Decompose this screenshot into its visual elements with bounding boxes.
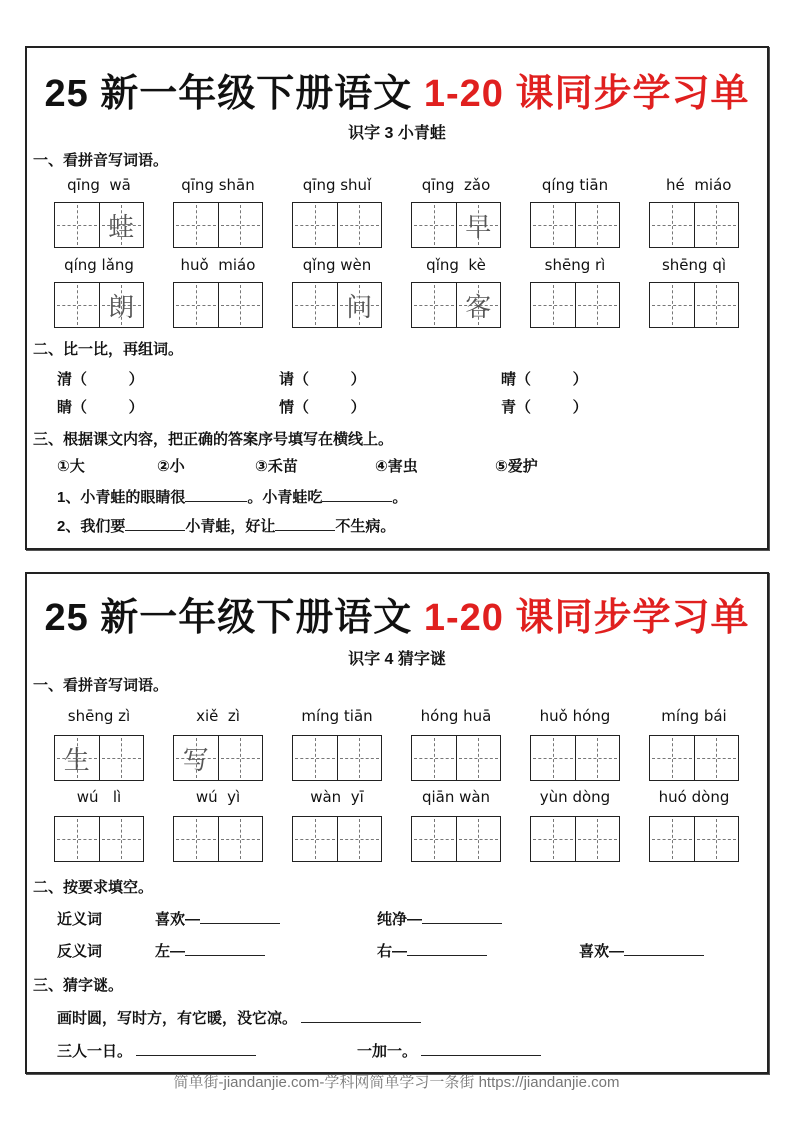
writing-grid[interactable] xyxy=(173,735,263,781)
riddle-1: 画时圆，写时方，有它暖，没它凉。 xyxy=(57,1007,421,1028)
grid-cell[interactable] xyxy=(174,736,218,780)
writing-grid[interactable] xyxy=(54,202,144,248)
pinyin-label: qīng shān xyxy=(181,176,255,194)
footer-watermark: 简单街-jiandanjie.com-学科网简单学习一条街 https://jiandanjie.com xyxy=(173,1074,620,1091)
writing-grid[interactable] xyxy=(530,202,620,248)
pinyin-label: qīng wā xyxy=(67,176,131,194)
grid-cell[interactable] xyxy=(456,736,501,780)
grid-cell[interactable] xyxy=(575,283,620,327)
pinyin-label: qíng lǎng xyxy=(64,256,134,274)
pinyin-label: shēng zì xyxy=(67,707,131,725)
compare-item[interactable]: 情（ ） xyxy=(279,399,366,416)
hint-character: 朗 xyxy=(108,292,135,323)
compare-item[interactable]: 清（ ） xyxy=(57,371,144,388)
grid-cell[interactable] xyxy=(650,736,694,780)
pinyin-label: qīng zǎo xyxy=(421,176,491,194)
pinyin-label: qiān wàn xyxy=(421,788,491,806)
writing-grid[interactable] xyxy=(292,735,382,781)
grid-cell[interactable] xyxy=(531,203,575,247)
answer-blank[interactable] xyxy=(421,1041,541,1056)
writing-grid[interactable] xyxy=(292,282,382,328)
writing-grid[interactable] xyxy=(649,202,739,248)
answer-blank[interactable] xyxy=(200,909,280,924)
pinyin-label: qíng tiān xyxy=(541,176,609,194)
hint-character: 写 xyxy=(182,745,209,776)
section-3-heading: 三、根据课文内容，把正确的答案序号填写在横线上。 xyxy=(33,431,394,448)
section-1-heading: 一、看拼音写词语。 xyxy=(33,677,169,694)
answer-blank[interactable] xyxy=(136,1041,256,1056)
hint-character: 客 xyxy=(465,292,492,323)
answer-blank[interactable] xyxy=(275,516,335,531)
hint-character: 蛙 xyxy=(108,212,135,243)
grid-cell[interactable] xyxy=(531,283,575,327)
compare-item[interactable]: 睛（ ） xyxy=(57,399,144,416)
pinyin-label: wàn yī xyxy=(310,788,364,806)
writing-grid[interactable] xyxy=(54,816,144,862)
grid-cell[interactable] xyxy=(174,817,218,861)
pinyin-label: míng tiān xyxy=(301,707,373,725)
hint-character: 生 xyxy=(63,745,90,776)
section-2-heading: 二、按要求填空。 xyxy=(33,879,154,896)
writing-grid[interactable] xyxy=(649,735,739,781)
synonym-item: 纯净— xyxy=(377,908,502,929)
grid-cell[interactable] xyxy=(337,736,382,780)
grid-cell[interactable] xyxy=(456,203,501,247)
answer-blank[interactable] xyxy=(624,941,704,956)
pinyin-label: xiě zì xyxy=(196,707,240,725)
writing-grid[interactable] xyxy=(530,282,620,328)
grid-cell[interactable] xyxy=(99,817,144,861)
compare-item[interactable]: 请（ ） xyxy=(279,371,366,388)
grid-cell[interactable] xyxy=(456,283,501,327)
compare-item[interactable]: 青（ ） xyxy=(501,399,588,416)
pinyin-label: huó dòng xyxy=(658,788,730,806)
answer-blank[interactable] xyxy=(301,1008,421,1023)
writing-grid[interactable] xyxy=(173,816,263,862)
writing-grid[interactable] xyxy=(411,735,501,781)
writing-grid[interactable] xyxy=(649,816,739,862)
synonym-label: 近义词 xyxy=(57,911,103,928)
grid-cell[interactable] xyxy=(531,817,575,861)
pinyin-label: huǒ hóng xyxy=(539,707,611,725)
writing-grid[interactable] xyxy=(173,282,263,328)
answer-blank[interactable] xyxy=(185,941,265,956)
pinyin-label: qǐng wèn xyxy=(302,256,372,274)
title-main: 25 新一年级下册语文 xyxy=(44,73,424,115)
grid-cell[interactable] xyxy=(293,817,337,861)
grid-cell[interactable] xyxy=(412,203,456,247)
question-2: 2、我们要 小青蛙，好让 不生病。 xyxy=(57,518,396,535)
pinyin-label: qīng shuǐ xyxy=(302,176,372,194)
writing-grid[interactable] xyxy=(411,202,501,248)
antonym-item: 左— xyxy=(155,940,265,961)
antonym-item: 右— xyxy=(377,940,487,961)
writing-grid[interactable] xyxy=(411,816,501,862)
grid-cell[interactable] xyxy=(218,817,263,861)
section-3-heading: 三、猜字谜。 xyxy=(33,977,124,994)
grid-cell[interactable] xyxy=(293,736,337,780)
question-1: 1、小青蛙的眼睛很 。小青蛙吃 。 xyxy=(57,489,408,506)
pinyin-label: wú lì xyxy=(76,788,122,806)
grid-cell[interactable] xyxy=(575,817,620,861)
answer-option: ②小 xyxy=(157,458,185,475)
grid-cell[interactable] xyxy=(218,283,263,327)
grid-cell[interactable] xyxy=(650,817,694,861)
answer-blank[interactable] xyxy=(322,487,392,502)
grid-cell[interactable] xyxy=(293,203,337,247)
pinyin-label: shēng qì xyxy=(661,256,727,274)
lesson-subtitle: 识字 4 猜字谜 xyxy=(348,651,446,668)
grid-cell[interactable] xyxy=(174,203,218,247)
grid-cell[interactable] xyxy=(55,736,99,780)
grid-cell[interactable] xyxy=(456,817,501,861)
pinyin-label: yùn dòng xyxy=(539,788,611,806)
grid-cell[interactable] xyxy=(55,817,99,861)
pinyin-label: qǐng kè xyxy=(426,256,486,274)
pinyin-label: míng bái xyxy=(661,707,727,725)
writing-grid[interactable] xyxy=(530,735,620,781)
grid-cell[interactable] xyxy=(531,736,575,780)
grid-cell[interactable] xyxy=(575,736,620,780)
pinyin-label: huǒ miáo xyxy=(180,256,256,274)
answer-blank[interactable] xyxy=(407,941,487,956)
grid-cell[interactable] xyxy=(99,736,144,780)
grid-cell[interactable] xyxy=(99,283,144,327)
answer-option: ④害虫 xyxy=(375,458,418,475)
pinyin-label: hóng huā xyxy=(420,707,492,725)
answer-option: ①大 xyxy=(57,458,85,475)
grid-cell[interactable] xyxy=(99,203,144,247)
grid-cell[interactable] xyxy=(694,817,739,861)
pinyin-label: wú yì xyxy=(195,788,241,806)
hint-character: 问 xyxy=(346,292,373,323)
grid-cell[interactable] xyxy=(337,283,382,327)
pinyin-label: hé miáo xyxy=(656,176,732,194)
grid-cell[interactable] xyxy=(694,283,739,327)
writing-grid[interactable] xyxy=(411,282,501,328)
grid-cell[interactable] xyxy=(650,283,694,327)
writing-grid[interactable] xyxy=(292,816,382,862)
grid-cell[interactable] xyxy=(55,283,99,327)
worksheet-title xyxy=(27,62,767,117)
grid-cell[interactable] xyxy=(337,203,382,247)
answer-blank[interactable] xyxy=(125,516,185,531)
grid-cell[interactable] xyxy=(337,817,382,861)
title-highlight: 1-20 课同步学习单 xyxy=(423,597,750,639)
grid-cell[interactable] xyxy=(575,203,620,247)
title-highlight: 1-20 课同步学习单 xyxy=(423,73,750,115)
grid-cell[interactable] xyxy=(694,203,739,247)
grid-cell[interactable] xyxy=(218,736,263,780)
compare-item[interactable]: 晴（ ） xyxy=(501,371,588,388)
writing-grid[interactable] xyxy=(292,202,382,248)
writing-grid[interactable] xyxy=(54,282,144,328)
answer-blank[interactable] xyxy=(422,909,502,924)
antonym-label: 反义词 xyxy=(57,943,103,960)
grid-cell[interactable] xyxy=(694,736,739,780)
writing-grid[interactable] xyxy=(173,202,263,248)
grid-cell[interactable] xyxy=(218,203,263,247)
grid-cell[interactable] xyxy=(650,203,694,247)
writing-grid[interactable] xyxy=(530,816,620,862)
riddle-2: 三人一日。 xyxy=(57,1040,256,1061)
grid-cell[interactable] xyxy=(55,203,99,247)
worksheet-title xyxy=(27,586,767,641)
lesson-subtitle: 识字 3 小青蛙 xyxy=(348,125,446,142)
answer-blank[interactable] xyxy=(185,487,247,502)
grid-cell[interactable] xyxy=(412,817,456,861)
synonym-item: 喜欢— xyxy=(155,908,280,929)
grid-cell[interactable] xyxy=(293,283,337,327)
writing-grid[interactable] xyxy=(54,735,144,781)
section-1-heading: 一、看拼音写词语。 xyxy=(33,152,169,169)
pinyin-label: shēng rì xyxy=(544,256,606,274)
worksheet-lesson-3 xyxy=(25,46,769,550)
hint-character: 早 xyxy=(465,212,492,243)
writing-grid[interactable] xyxy=(649,282,739,328)
section-2-heading: 二、比一比，再组词。 xyxy=(33,341,184,358)
title-main: 25 新一年级下册语文 xyxy=(44,597,424,639)
answer-option: ⑤爱护 xyxy=(495,458,538,475)
worksheet-lesson-4 xyxy=(25,572,769,1074)
riddle-3: 一加一。 xyxy=(357,1040,541,1061)
grid-cell[interactable] xyxy=(412,283,456,327)
grid-cell[interactable] xyxy=(174,283,218,327)
grid-cell[interactable] xyxy=(412,736,456,780)
antonym-item: 喜欢— xyxy=(579,940,704,961)
answer-option: ③禾苗 xyxy=(255,458,298,475)
